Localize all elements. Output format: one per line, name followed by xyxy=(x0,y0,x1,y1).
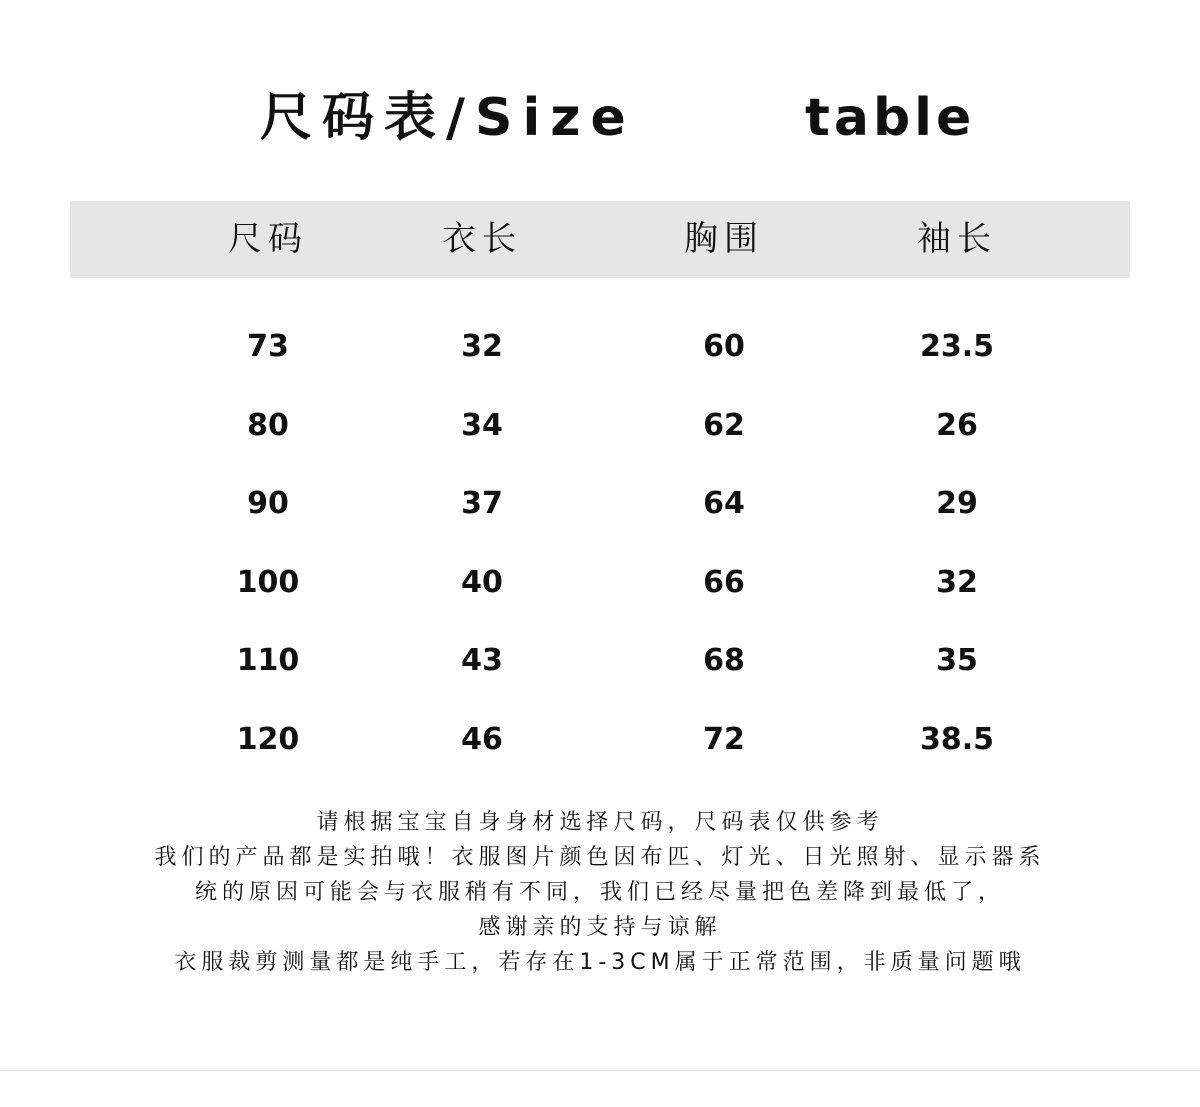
table-header xyxy=(70,201,1130,278)
cell-sleeve: 26 xyxy=(936,407,978,443)
cell-length: 34 xyxy=(461,407,503,443)
table-row xyxy=(0,544,1200,623)
cell-length: 37 xyxy=(461,486,503,522)
cell-length: 32 xyxy=(461,329,503,364)
cell-chest: 72 xyxy=(703,721,745,757)
table-row xyxy=(0,622,1200,701)
page-title-suffix: table xyxy=(805,88,976,148)
cell-size: 80 xyxy=(247,407,289,443)
cell-size: 110 xyxy=(236,643,300,679)
bottom-divider xyxy=(0,1070,1200,1071)
header-chest: 胸围 xyxy=(684,219,764,259)
header-length: 衣长 xyxy=(442,219,522,259)
header-size: 尺码 xyxy=(228,219,308,259)
table-row xyxy=(0,465,1200,544)
cell-sleeve: 35 xyxy=(936,643,978,679)
cell-length: 46 xyxy=(461,721,503,757)
title-row xyxy=(0,78,1200,158)
header-sleeve: 袖长 xyxy=(917,219,997,259)
cell-size: 73 xyxy=(247,329,289,364)
table-row xyxy=(0,308,1200,387)
cell-chest: 60 xyxy=(703,329,745,364)
table-row xyxy=(0,387,1200,466)
cell-size: 90 xyxy=(247,486,289,522)
cell-sleeve: 23.5 xyxy=(919,329,995,364)
cell-sleeve: 38.5 xyxy=(919,721,995,757)
note-line: 请根据宝宝自身身材选择尺码，尺码表仅供参考 xyxy=(316,810,884,835)
page-title: 尺码表/Size xyxy=(260,88,636,148)
cell-length: 40 xyxy=(461,564,503,600)
cell-sleeve: 32 xyxy=(936,564,978,600)
cell-chest: 68 xyxy=(703,643,745,679)
note-line: 统的原因可能会与衣服稍有不同，我们已经尽量把色差降到最低了， xyxy=(194,880,1005,905)
table-body xyxy=(0,308,1200,780)
cell-size: 100 xyxy=(236,564,300,600)
cell-size: 120 xyxy=(236,721,300,757)
cell-chest: 64 xyxy=(703,486,745,522)
note-line: 衣服裁剪测量都是纯手工，若存在1-3CM属于正常范围，非质量问题哦 xyxy=(174,950,1026,975)
note-line: 感谢亲的支持与谅解 xyxy=(478,915,722,940)
cell-sleeve: 29 xyxy=(936,486,978,522)
note-line: 我们的产品都是实拍哦！衣服图片颜色因布匹、灯光、日光照射、显示器系 xyxy=(154,845,1046,870)
size-notes xyxy=(0,805,1200,980)
table-row xyxy=(0,701,1200,780)
cell-chest: 62 xyxy=(703,407,745,443)
cell-length: 43 xyxy=(461,643,503,679)
cell-chest: 66 xyxy=(703,564,745,600)
